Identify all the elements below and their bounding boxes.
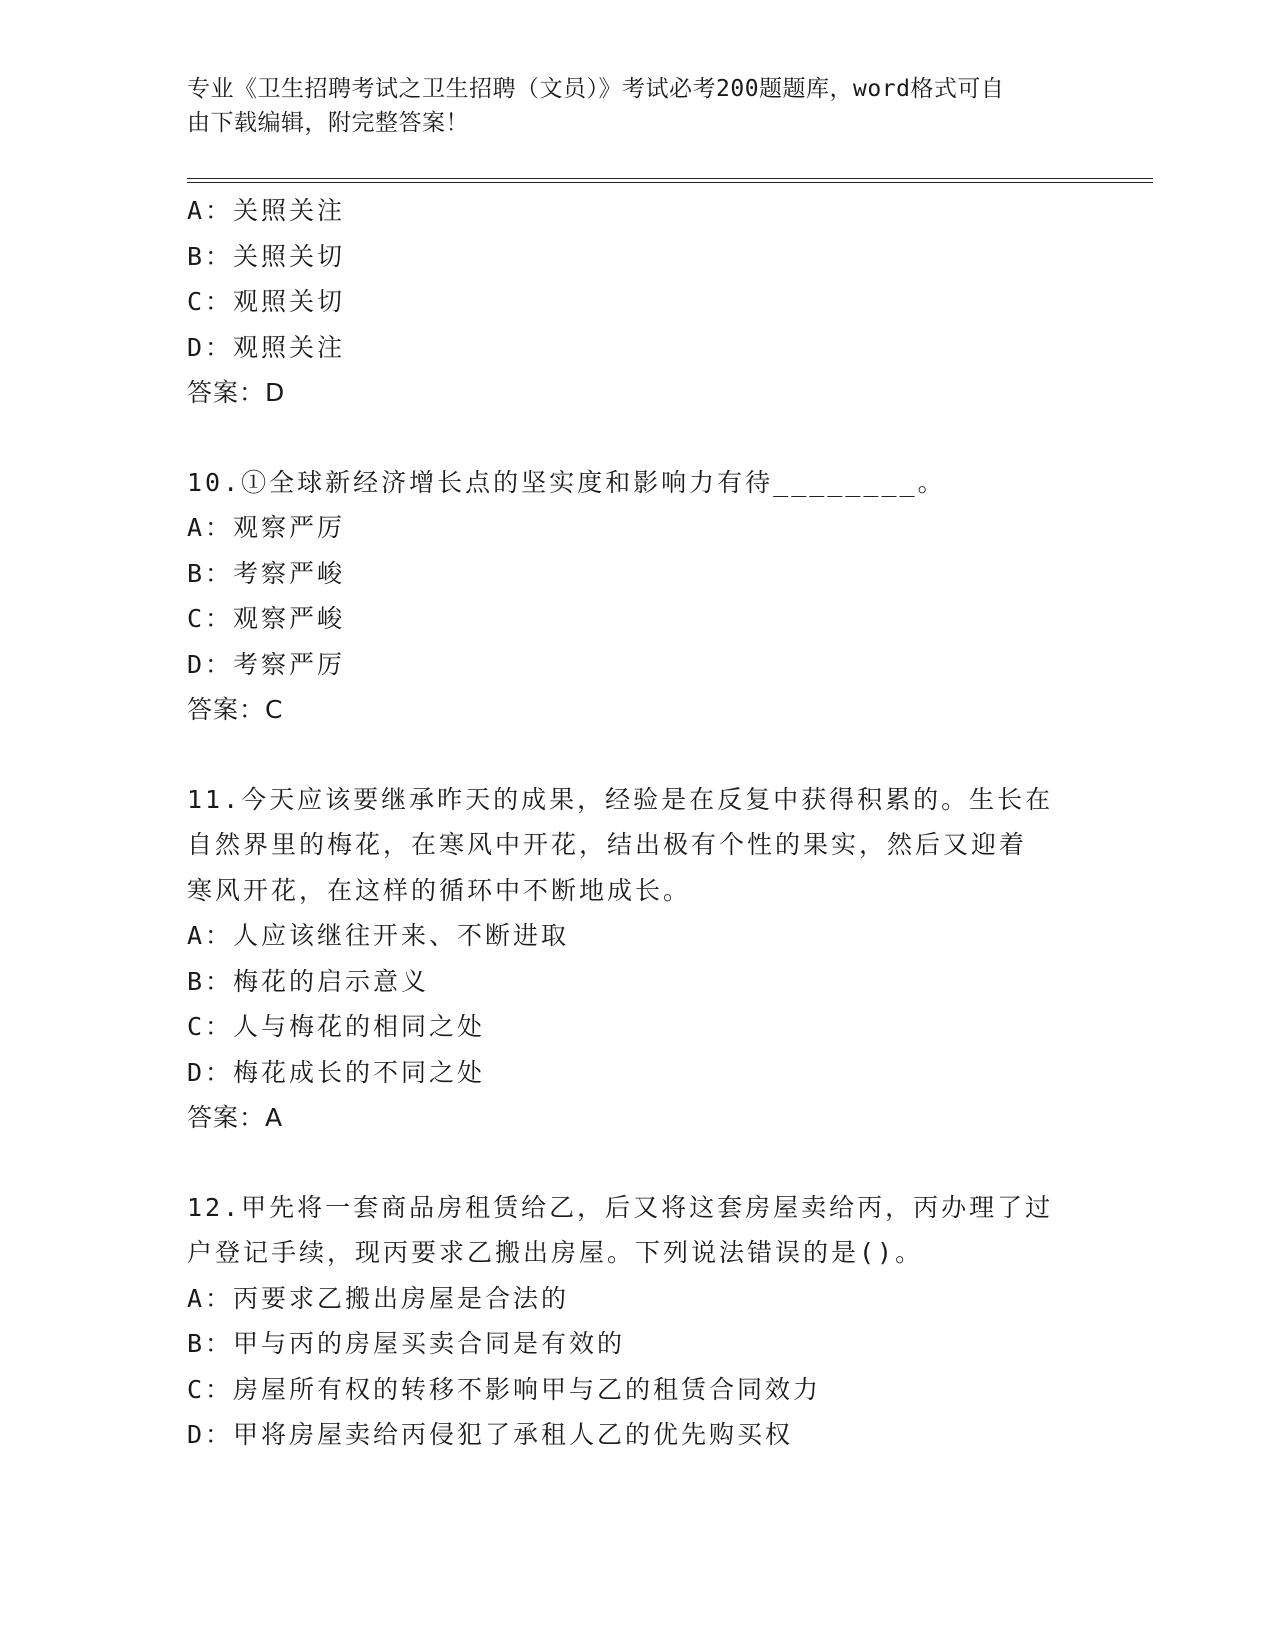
header-line-2: 由下载编辑，附完整答案！ (187, 110, 469, 136)
option-d: D：梅花成长的不同之处 (187, 1057, 486, 1087)
question-stem-line: 户登记手续，现丙要求乙搬出房屋。下列说法错误的是()。 (187, 1238, 924, 1267)
spacer (187, 416, 1087, 460)
header-rule-top (187, 178, 1153, 179)
question-block (187, 188, 1087, 416)
option-c: C：观照关切 (187, 287, 346, 316)
option-d: D：甲将房屋卖给丙侵犯了承租人乙的优先购买权 (187, 1420, 794, 1449)
answer-line: 答案：A (187, 1103, 284, 1132)
option-b: B：考察严峻 (187, 558, 346, 588)
option-d: D：考察严厉 (187, 649, 346, 679)
question-stem-line: 自然界里的梅花，在寒风中开花，结出极有个性的果实，然后又迎着 (187, 830, 1028, 859)
question-stem (187, 1185, 1087, 1231)
question-list (187, 188, 1087, 1458)
question-block (187, 460, 1087, 733)
question-stem-line: 甲先将一套商品房租赁给乙，后又将这套房屋卖给丙，丙办理了过 (241, 1192, 1054, 1222)
question-number: 10. (187, 467, 242, 497)
header-rule-bottom (187, 182, 1153, 183)
spacer (187, 733, 1087, 777)
question-stem (187, 777, 1087, 823)
option-b: B：关照关切 (187, 241, 346, 271)
question-stem (187, 460, 1087, 506)
question-number: 12. (187, 1192, 242, 1222)
page-header (187, 72, 1067, 140)
option-b: B：梅花的启示意义 (187, 966, 430, 996)
option-a: A：关照关注 (187, 196, 346, 225)
question-number: 11. (187, 784, 242, 814)
spacer (187, 1141, 1087, 1185)
answer-line: 答案：C (187, 695, 284, 724)
question-block (187, 1185, 1087, 1458)
option-a: A：人应该继往开来、不断进取 (187, 921, 570, 950)
answer-line: 答案：D (187, 378, 286, 407)
header-line-1: 专业《卫生招聘考试之卫生招聘（文员）》考试必考200题题库，word格式可自 (187, 76, 1005, 102)
option-c: C：人与梅花的相同之处 (187, 1012, 486, 1041)
question-stem-line: 寒风开花，在这样的循环中不断地成长。 (187, 875, 692, 905)
question-block (187, 777, 1087, 1141)
option-b: B：甲与丙的房屋买卖合同是有效的 (187, 1329, 626, 1358)
question-stem-line: ①全球新经济增长点的坚实度和影响力有待________。 (241, 467, 946, 497)
option-c: C：房屋所有权的转移不影响甲与乙的租赁合同效力 (187, 1374, 822, 1404)
question-stem-line: 今天应该要继承昨天的成果，经验是在反复中获得积累的。生长在 (241, 784, 1054, 814)
option-c: C：观察严峻 (187, 604, 346, 633)
option-a: A：观察严厉 (187, 513, 346, 542)
option-d: D：观照关注 (187, 332, 346, 362)
option-a: A：丙要求乙搬出房屋是合法的 (187, 1283, 570, 1313)
